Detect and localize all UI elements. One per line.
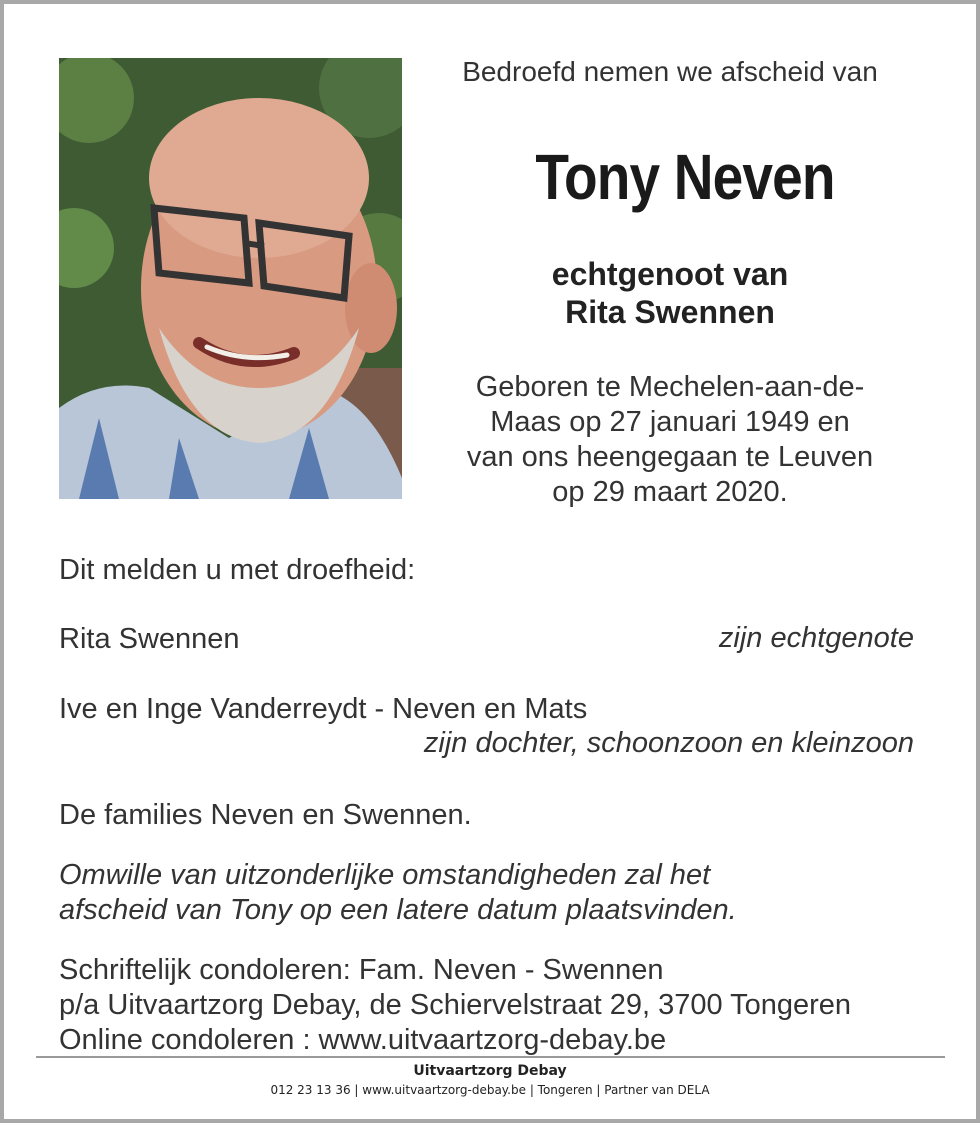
family-member-relation: zijn dochter, schoonzoon en kleinzoon bbox=[423, 727, 914, 759]
footer-title: Uitvaartzorg Debay bbox=[413, 1063, 567, 1079]
footer-divider bbox=[36, 1056, 945, 1058]
birth-line: van ons heengegaan te Leuven bbox=[466, 441, 874, 473]
birth-death-text bbox=[420, 370, 920, 510]
spouse-name: Rita Swennen bbox=[565, 294, 775, 330]
family-member-relation: zijn echtgenote bbox=[718, 622, 914, 654]
birth-line: op 29 maart 2020. bbox=[552, 476, 788, 508]
family-member-names: Ive en Inge Vanderreydt - Neven en Mats bbox=[59, 693, 588, 725]
circumstances-line: Omwille van uitzonderlijke omstandigheden zal het bbox=[59, 859, 711, 891]
online-condolences: Online condoleren : www.uitvaartzorg-debay.be bbox=[59, 1024, 667, 1056]
birth-line: Maas op 27 januari 1949 en bbox=[490, 406, 850, 438]
circumstances-line: afscheid van Tony op een latere datum plaatsvinden. bbox=[59, 894, 737, 926]
families-line: De families Neven en Swennen. bbox=[59, 799, 472, 831]
birth-line: Geboren te Mechelen-aan-de- bbox=[475, 371, 865, 403]
spouse-relation: echtgenoot van bbox=[551, 256, 789, 292]
condolences-address: p/a Uitvaartzorg Debay, de Schiervelstraat 29, 3700 Tongeren bbox=[59, 989, 852, 1021]
announcement-text: Dit melden u met droefheid: bbox=[59, 554, 416, 586]
spouse-block bbox=[420, 255, 920, 331]
portrait-illustration bbox=[59, 58, 402, 499]
footer-info: 012 23 13 36 | www.uitvaartzorg-debay.be | Tongeren | Partner van DELA bbox=[270, 1083, 710, 1097]
family-member-names: Rita Swennen bbox=[59, 623, 240, 655]
portrait-photo bbox=[59, 58, 402, 499]
condolences-line: Schriftelijk condoleren: Fam. Neven - Swennen bbox=[59, 954, 664, 986]
deceased-name: Tony Neven bbox=[535, 141, 835, 213]
intro-text: Bedroefd nemen we afscheid van bbox=[462, 56, 878, 87]
